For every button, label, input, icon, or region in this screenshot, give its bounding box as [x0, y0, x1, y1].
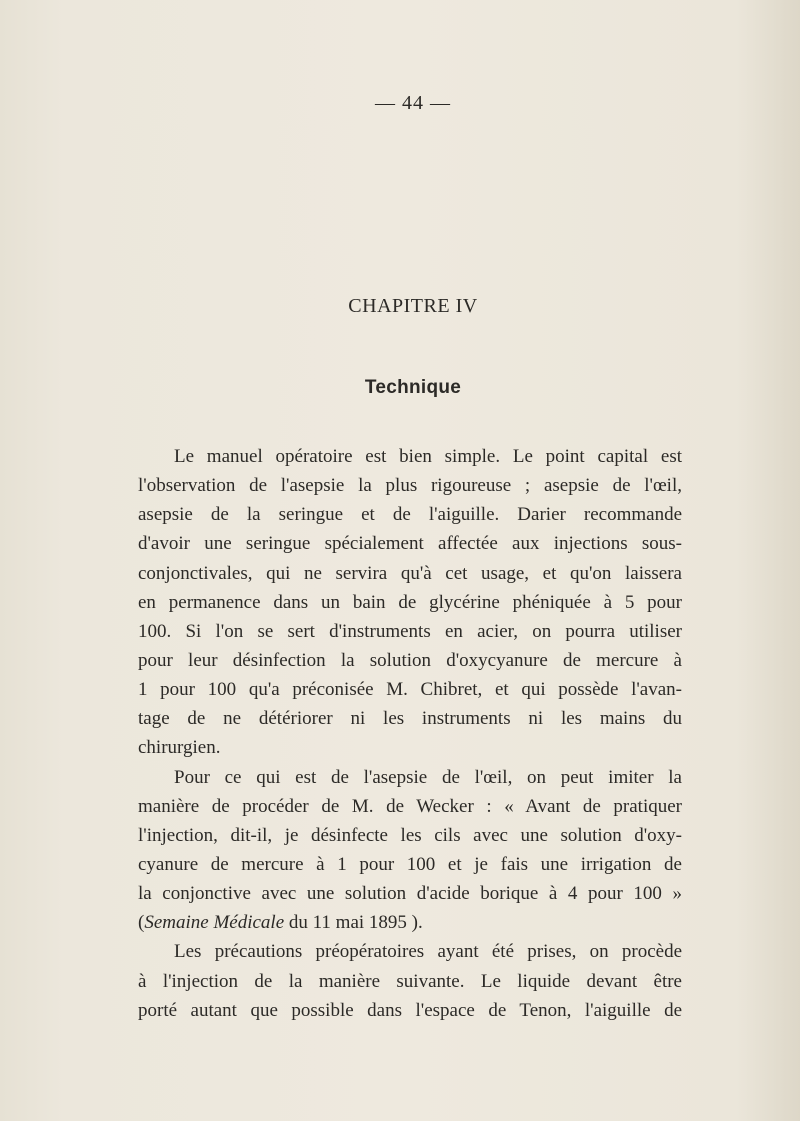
text-line: Pour ce qui est de l'asepsie de l'œil, on peut imiter la	[174, 766, 682, 788]
paragraph	[138, 937, 682, 1024]
text-line: porté autant que possible dans l'espace de Tenon, l'aiguille de	[138, 999, 682, 1021]
text-line: pour leur désinfection la solution d'oxycyanure de mercure à	[138, 649, 682, 671]
text-line: en permanence dans un bain de glycérine phéniquée à 5 pour	[138, 591, 682, 613]
text-line: l'observation de l'asepsie la plus rigoureuse ; asepsie de l'œil,	[138, 475, 682, 497]
text-line: l'injection, dit-il, je désinfecte les cils avec une solution d'oxy-	[138, 824, 682, 846]
text-line: asepsie de la seringue et de l'aiguille. Darier recommande	[138, 504, 682, 526]
citation-line	[138, 908, 682, 937]
citation-source: Semaine Médicale	[144, 912, 285, 934]
text-line: cyanure de mercure à 1 pour 100 et je fais une irrigation de	[138, 853, 682, 875]
text-line: 1 pour 100 qu'a préconisée M. Chibret, et qui possède l'avan-	[138, 679, 682, 701]
text-line: conjonctivales, qui ne servira qu'à cet usage, et qu'on laissera	[138, 562, 682, 584]
text-line: la conjonctive avec une solution d'acide borique à 4 pour 100 »	[138, 883, 682, 905]
text-line: d'avoir une seringue spécialement affectée aux injections sous-	[138, 533, 682, 555]
chapter-heading: CHAPITRE IV	[348, 295, 478, 317]
paragraph	[138, 763, 682, 938]
text-line: manière de procéder de M. de Wecker : « Avant de pratiquer	[138, 795, 682, 817]
text-line: tage de ne détériorer ni les instruments ni les mains du	[138, 708, 682, 730]
text-line: chirurgien.	[138, 737, 221, 759]
page-number: — 44 —	[375, 92, 451, 114]
text-line: à l'injection de la manière suivante. Le liquide devant être	[138, 970, 682, 992]
section-title: Technique	[364, 377, 462, 398]
text-line: Le manuel opératoire est bien simple. Le point capital est	[174, 446, 682, 467]
text-line: 100. Si l'on se sert d'instruments en acier, on pourra utiliser	[138, 620, 682, 642]
citation-date: du 11 mai 1895 ).	[284, 912, 423, 934]
text-line: Les précautions préopératoires ayant été prises, on procède	[174, 941, 682, 963]
paragraph	[138, 442, 682, 763]
body-text	[138, 442, 682, 1025]
citation-open: (	[138, 912, 145, 934]
